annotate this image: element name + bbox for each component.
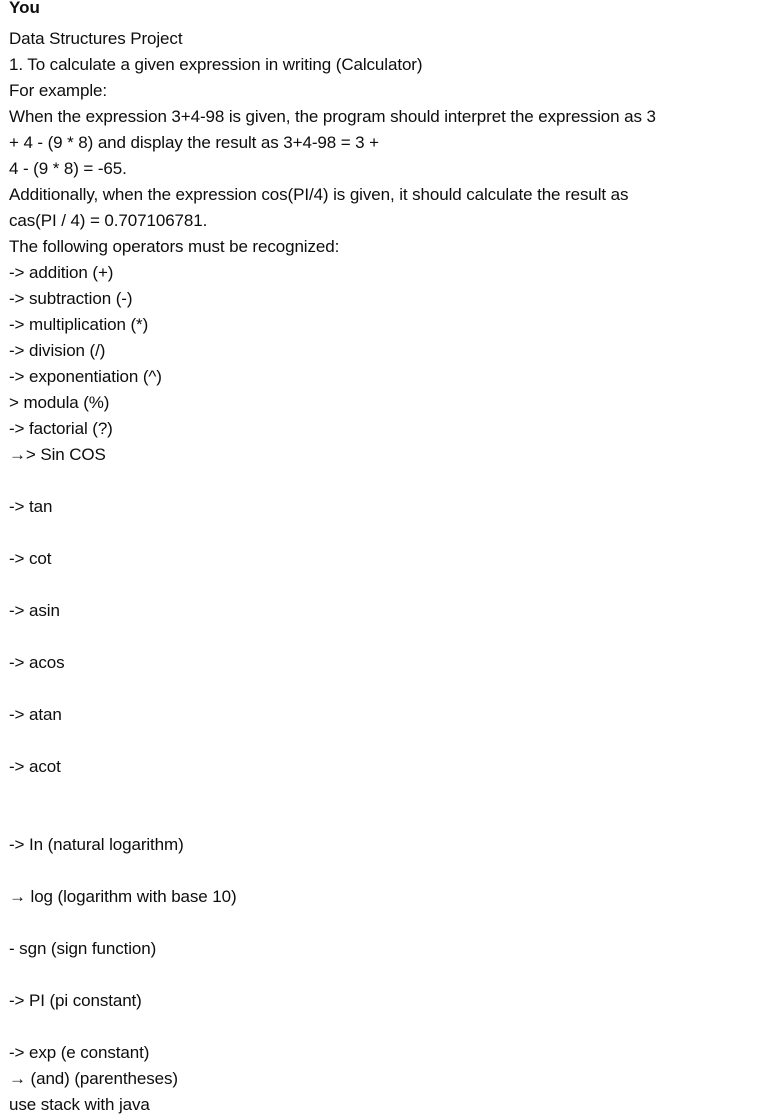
message-line: -> addition (+) <box>9 263 114 282</box>
message-line: -> factorial (?) <box>9 419 113 438</box>
message-line: use stack with java <box>9 1095 150 1114</box>
blank-line <box>9 962 764 988</box>
message-line: When the expression 3+4-98 is given, the program should interpret the expression as 3 <box>9 107 656 126</box>
message-line: + 4 - (9 * 8) and display the result as 3+4-98 = 3 + <box>9 133 379 152</box>
message-line: → log (logarithm with base 10) <box>9 887 237 906</box>
blank-line <box>9 624 764 650</box>
message-line: -> PI (pi constant) <box>9 991 142 1010</box>
blank-line <box>9 468 764 494</box>
message-line: →> Sin COS <box>9 445 106 464</box>
message-line: > modula (%) <box>9 393 110 412</box>
blank-line <box>9 1014 764 1040</box>
blank-line <box>9 728 764 754</box>
blank-line <box>9 572 764 598</box>
message-line: -> division (/) <box>9 341 106 360</box>
blank-line <box>9 520 764 546</box>
message-line: 1. To calculate a given expression in writing (Calculator) <box>9 55 423 74</box>
message-line: -> multiplication (*) <box>9 315 149 334</box>
message-line: For example: <box>9 81 108 100</box>
message-line: -> cot <box>9 549 52 568</box>
blank-line <box>9 806 764 832</box>
message-line: -> acot <box>9 757 61 776</box>
blank-line <box>9 780 764 806</box>
message-line: 4 - (9 * 8) = -65. <box>9 159 127 178</box>
message-line: Additionally, when the expression cos(PI/4) is given, it should calculate the result as <box>9 185 629 204</box>
message-line: -> exponentiation (^) <box>9 367 162 386</box>
message-line: -> atan <box>9 705 62 724</box>
message-line: - sgn (sign function) <box>9 939 157 958</box>
message-line: cas(PI / 4) = 0.707106781. <box>9 211 208 230</box>
message-line: -> exp (e constant) <box>9 1043 150 1062</box>
blank-line <box>9 858 764 884</box>
message-line: The following operators must be recognized: <box>9 237 340 256</box>
message-line: -> acos <box>9 653 65 672</box>
message-line: -> subtraction (-) <box>9 289 133 308</box>
message-line: Data Structures Project <box>9 29 183 48</box>
blank-line <box>9 676 764 702</box>
message-line: -> In (natural logarithm) <box>9 835 184 854</box>
message-line: → (and) (parentheses) <box>9 1069 178 1088</box>
message-author: You <box>9 0 40 17</box>
blank-line <box>9 910 764 936</box>
message-line: -> tan <box>9 497 53 516</box>
message-line: -> asin <box>9 601 60 620</box>
